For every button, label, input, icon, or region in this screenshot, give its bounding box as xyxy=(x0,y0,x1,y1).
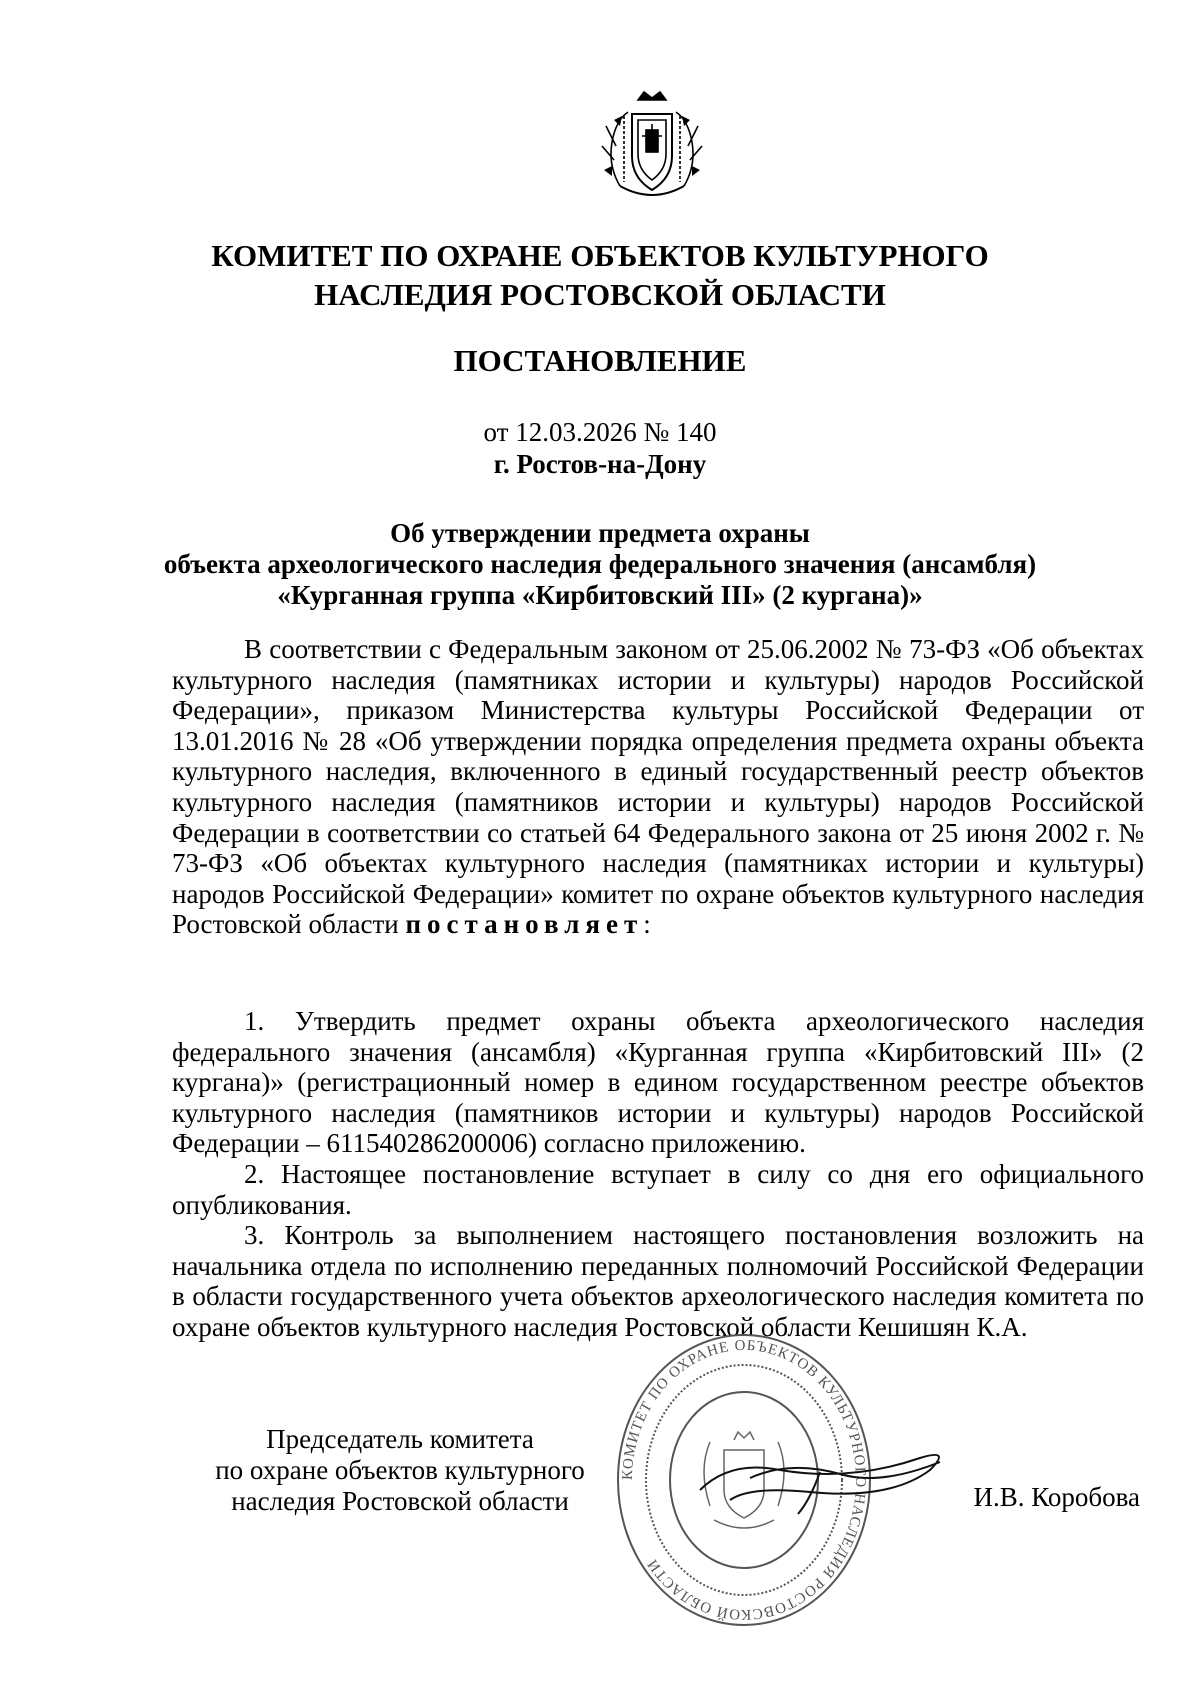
decree-items xyxy=(172,1006,1144,1343)
signer-position-line3: наследия Ростовской области xyxy=(231,1486,569,1516)
signer-name: И.В. Коробова xyxy=(973,1482,1140,1512)
signer-position-line1: Председатель комитета xyxy=(266,1424,534,1454)
preamble-text: В соответствии с Федеральным законом от 25.06.2002 № 73-ФЗ «Об объектах культурного наследия (памятниках истории и культуры) народов Российской Федерации», приказом Министерства культуры Российской Федерации от 13.01.2016 № 28 «Об утверждении порядка определения предмета охраны объекта культурного наследия, включенного в единый государственный реестр объектов культурного наследия (памятников истории и культуры) народов Российской Федерации в соответствии со статьей 64 Федерального закона от 25 июня 2002 г. № 73-ФЗ «Об объектах культурного наследия (памятниках истории и культуры) народов Российской Федерации» комитет по охране объектов культурного наследия Ростовской области xyxy=(172,634,1144,940)
subject-line1: Об утверждении предмета охраны xyxy=(390,518,810,548)
signer-position-line2: по охране объектов культурного xyxy=(215,1455,585,1485)
decree-word: постановляет xyxy=(405,909,644,940)
document-city: г. Ростов-на-Дону xyxy=(493,449,707,479)
decree-item-2: 2. Настоящее постановление вступает в силу со дня его официального опубликования. xyxy=(172,1158,1144,1220)
document-subject xyxy=(150,518,1050,611)
organization-title-line2: НАСЛЕДИЯ РОСТОВСКОЙ ОБЛАСТИ xyxy=(314,277,886,312)
document-date-number: от 12.03.2026 № 140 xyxy=(483,417,717,447)
subject-line3: «Курганная группа «Кирбитовский III» (2 кургана)» xyxy=(277,580,923,610)
preamble xyxy=(172,634,1144,940)
document-type: ПОСТАНОВЛЕНИЕ xyxy=(453,343,747,378)
seal-ring-text: КОМИТЕТ ПО ОХРАНЕ ОБЪЕКТОВ КУЛЬТУРНОГО НАСЛЕДИЯ РОСТОВСКОЙ ОБЛАСТИ xyxy=(619,1337,869,1623)
organization-title-line1: КОМИТЕТ ПО ОХРАНЕ ОБЪЕКТОВ КУЛЬТУРНОГО xyxy=(211,238,989,273)
decree-colon: : xyxy=(643,909,651,940)
decree-item-3: 3. Контроль за выполнением настоящего постановления возложить на начальника отдела по исполнению переданных полномочий Российской Федерации в области государственного учета объектов археологического наследия комитета по охране объектов культурного наследия Ростовской области Кешишян К.А. xyxy=(172,1220,1144,1342)
preamble-paragraph xyxy=(172,634,1144,940)
decree-item-1: 1. Утвердить предмет охраны объекта археологического наследия федерального значения (ансамбля) «Курганная группа «Кирбитовский III» (2 кургана)» (регистрационный номер в едином государственном реестре объектов культурного наследия (памятников истории и культуры) народов Российской Федерации – 611540286200006) согласно приложению. xyxy=(172,1006,1144,1159)
organization-title xyxy=(150,236,1050,314)
signer-position xyxy=(180,1424,620,1517)
coat-of-arms-icon xyxy=(598,86,706,202)
subject-line2: объекта археологического наследия федерального значения (ансамбля) xyxy=(163,549,1037,579)
